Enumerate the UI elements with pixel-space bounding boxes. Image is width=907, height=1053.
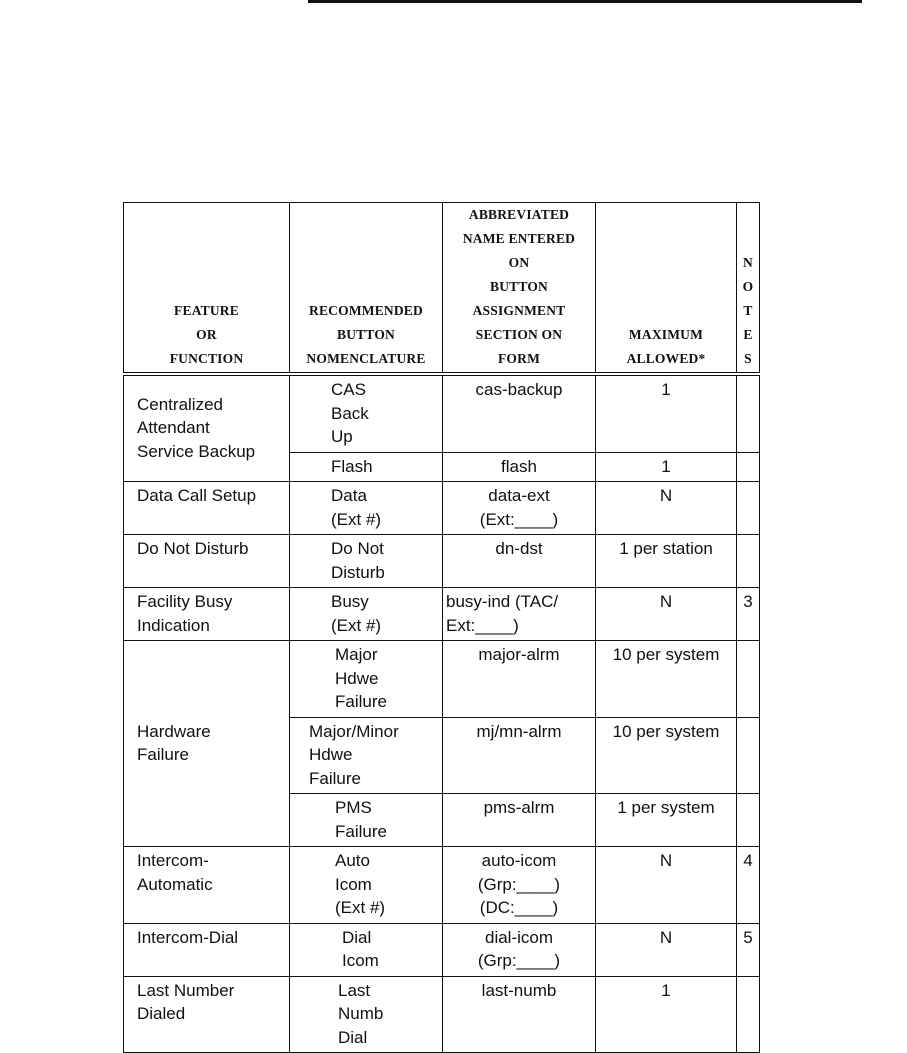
abbreviation-cell: data-ext (Ext:____) [443, 482, 596, 535]
table-row [124, 588, 760, 641]
feature-cell: Data Call Setup [124, 482, 290, 535]
abbreviation-cell: last-numb [443, 976, 596, 1053]
abbreviation-cell: mj/mn-alrm [443, 717, 596, 794]
abbreviation-cell: cas-backup [443, 374, 596, 452]
button-assignment-table [123, 202, 760, 1053]
feature-cell: Centralized Attendant Service Backup [124, 374, 290, 482]
maximum-cell: N [596, 847, 737, 924]
nomenclature-cell: Last Numb Dial [290, 976, 443, 1053]
abbreviation-cell: major-alrm [443, 641, 596, 718]
nomenclature-cell: Flash [290, 452, 443, 482]
note-cell: 5 [737, 923, 760, 976]
nomenclature-cell: Auto Icom (Ext #) [290, 847, 443, 924]
nomenclature-cell: Busy (Ext #) [290, 588, 443, 641]
abbreviation-cell: flash [443, 452, 596, 482]
note-cell: 3 [737, 588, 760, 641]
table-row [124, 641, 760, 718]
note-cell [737, 535, 760, 588]
header-row [124, 203, 760, 375]
note-cell [737, 641, 760, 718]
maximum-cell: 10 per system [596, 641, 737, 718]
maximum-cell: 10 per system [596, 717, 737, 794]
note-cell [737, 482, 760, 535]
note-cell [737, 374, 760, 452]
nomenclature-cell: Dial Icom [290, 923, 443, 976]
maximum-cell: 1 [596, 374, 737, 452]
maximum-cell: 1 [596, 976, 737, 1053]
abbreviation-cell: dn-dst [443, 535, 596, 588]
abbreviation-cell: auto-icom (Grp:____) (DC:____) [443, 847, 596, 924]
nomenclature-cell: Data (Ext #) [290, 482, 443, 535]
abbreviation-cell: dial-icom (Grp:____) [443, 923, 596, 976]
abbreviation-cell: pms-alrm [443, 794, 596, 847]
table-row [124, 976, 760, 1053]
table-row [124, 374, 760, 452]
header-notes: N O T E S [737, 203, 760, 375]
maximum-cell: N [596, 482, 737, 535]
maximum-cell: 1 per station [596, 535, 737, 588]
note-cell [737, 976, 760, 1053]
nomenclature-cell: PMS Failure [290, 794, 443, 847]
top-rule [308, 0, 862, 3]
maximum-cell: N [596, 588, 737, 641]
nomenclature-cell: Major/Minor Hdwe Failure [290, 717, 443, 794]
abbreviation-cell: busy-ind (TAC/ Ext:____) [443, 588, 596, 641]
header-feature: FEATURE OR FUNCTION [124, 203, 290, 375]
table-row [124, 482, 760, 535]
table-row [124, 923, 760, 976]
note-cell: 4 [737, 847, 760, 924]
nomenclature-cell: Major Hdwe Failure [290, 641, 443, 718]
maximum-cell: 1 [596, 452, 737, 482]
maximum-cell: 1 per system [596, 794, 737, 847]
feature-cell: Last Number Dialed [124, 976, 290, 1053]
note-cell [737, 794, 760, 847]
feature-cell: Intercom- Automatic [124, 847, 290, 924]
feature-cell: Hardware Failure [124, 641, 290, 847]
table-row [124, 847, 760, 924]
feature-cell: Do Not Disturb [124, 535, 290, 588]
feature-cell: Facility Busy Indication [124, 588, 290, 641]
table-row [124, 535, 760, 588]
note-cell [737, 717, 760, 794]
header-maximum: MAXIMUM ALLOWED* [596, 203, 737, 375]
feature-cell: Intercom-Dial [124, 923, 290, 976]
header-nomenclature: RECOMMENDED BUTTON NOMENCLATURE [290, 203, 443, 375]
header-abbreviated: ABBREVIATED NAME ENTERED ON BUTTON ASSIGNMENT SECTION ON FORM [443, 203, 596, 375]
nomenclature-cell: CAS Back Up [290, 374, 443, 452]
maximum-cell: N [596, 923, 737, 976]
note-cell [737, 452, 760, 482]
nomenclature-cell: Do Not Disturb [290, 535, 443, 588]
